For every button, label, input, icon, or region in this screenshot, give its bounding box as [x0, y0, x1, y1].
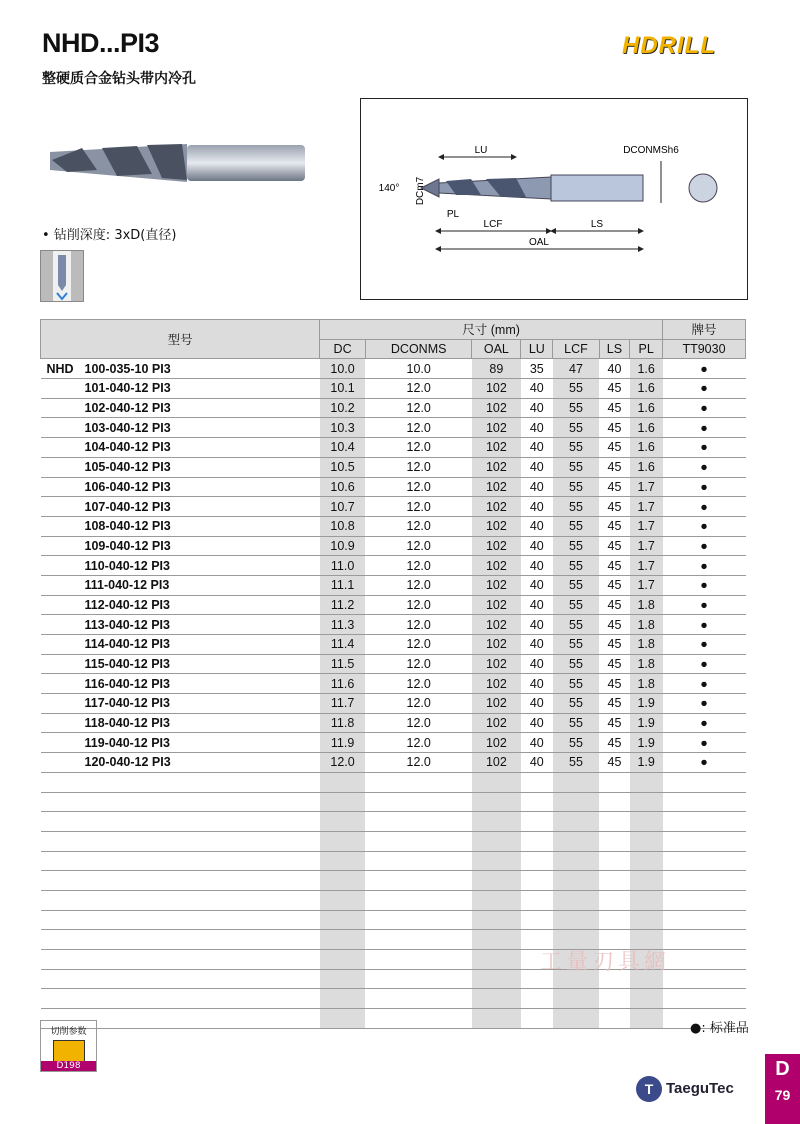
grade-availability: ●	[663, 575, 746, 595]
header-model: 型号	[41, 320, 320, 359]
cell-lcf: 55	[553, 418, 599, 438]
cell-dc: 11.2	[320, 595, 366, 615]
cell-ls: 45	[599, 733, 630, 753]
cell-ls: 45	[599, 398, 630, 418]
grade-availability: ●	[663, 477, 746, 497]
cell-lu: 40	[521, 694, 553, 714]
empty-row	[41, 831, 746, 851]
table-row	[41, 556, 746, 576]
cell-lu: 40	[521, 418, 553, 438]
cell-lcf: 55	[553, 635, 599, 655]
model-prefix	[41, 713, 85, 733]
cell-dconms: 12.0	[365, 379, 471, 399]
empty-row	[41, 890, 746, 910]
cell-oal: 102	[472, 615, 521, 635]
cell-dc: 11.5	[320, 654, 366, 674]
cell-lu: 40	[521, 615, 553, 635]
cutting-params-ref: D198	[41, 1061, 96, 1071]
cell-dconms: 10.0	[365, 359, 471, 379]
cell-dconms: 12.0	[365, 694, 471, 714]
model-code: 120-040-12 PI3	[85, 753, 320, 773]
model-code: 119-040-12 PI3	[85, 733, 320, 753]
cell-dc: 11.8	[320, 713, 366, 733]
table-row	[41, 575, 746, 595]
empty-row	[41, 851, 746, 871]
table-row	[41, 477, 746, 497]
empty-row	[41, 792, 746, 812]
model-code: 111-040-12 PI3	[85, 575, 320, 595]
header-grade: 牌号	[663, 320, 746, 340]
empty-row	[41, 910, 746, 930]
cell-dc: 10.1	[320, 379, 366, 399]
cell-ls: 45	[599, 477, 630, 497]
drill-depth-note: • 钻削深度: 3xD(直径)	[42, 228, 177, 243]
cell-dconms: 12.0	[365, 457, 471, 477]
cell-pl: 1.7	[630, 497, 663, 517]
cell-dconms: 12.0	[365, 516, 471, 536]
table-row	[41, 359, 746, 379]
grade-availability: ●	[663, 438, 746, 458]
cell-ls: 45	[599, 753, 630, 773]
grade-availability: ●	[663, 713, 746, 733]
grade-availability: ●	[663, 457, 746, 477]
cell-dc: 10.0	[320, 359, 366, 379]
header-grade-name: TT9030	[663, 339, 746, 359]
empty-row	[41, 812, 746, 832]
cell-lu: 40	[521, 477, 553, 497]
model-code: 109-040-12 PI3	[85, 536, 320, 556]
cell-pl: 1.9	[630, 733, 663, 753]
cell-pl: 1.8	[630, 615, 663, 635]
cell-pl: 1.8	[630, 674, 663, 694]
cell-ls: 45	[599, 418, 630, 438]
model-code: 113-040-12 PI3	[85, 615, 320, 635]
cell-ls: 45	[599, 713, 630, 733]
model-code: 108-040-12 PI3	[85, 516, 320, 536]
cell-oal: 102	[472, 694, 521, 714]
cell-oal: 102	[472, 379, 521, 399]
cell-dc: 10.6	[320, 477, 366, 497]
table-row	[41, 753, 746, 773]
table-row	[41, 457, 746, 477]
cell-oal: 102	[472, 418, 521, 438]
cell-pl: 1.6	[630, 398, 663, 418]
model-prefix	[41, 753, 85, 773]
cell-pl: 1.7	[630, 575, 663, 595]
grade-availability: ●	[663, 635, 746, 655]
model-prefix	[41, 575, 85, 595]
header-oal: OAL	[472, 339, 521, 359]
cell-dc: 12.0	[320, 753, 366, 773]
cell-oal: 102	[472, 477, 521, 497]
grade-availability: ●	[663, 359, 746, 379]
cell-pl: 1.9	[630, 694, 663, 714]
page-number: 79	[774, 1087, 791, 1103]
diagram-label-dconms: DCONMSh6	[623, 145, 679, 156]
table-row	[41, 379, 746, 399]
cell-ls: 45	[599, 635, 630, 655]
diagram-label-ls: LS	[590, 219, 604, 230]
model-prefix	[41, 595, 85, 615]
diagram-label-oal: OAL	[528, 237, 550, 248]
brand-logo	[636, 1076, 734, 1102]
cell-lcf: 55	[553, 379, 599, 399]
table-row	[41, 615, 746, 635]
cell-lu: 40	[521, 595, 553, 615]
model-prefix	[41, 694, 85, 714]
taegutec-logo-icon: T	[636, 1076, 662, 1102]
cell-oal: 102	[472, 556, 521, 576]
diagram-label-angle: 140°	[378, 183, 400, 194]
cell-pl: 1.8	[630, 595, 663, 615]
model-code: 116-040-12 PI3	[85, 674, 320, 694]
header-dc: DC	[320, 339, 366, 359]
cell-lu: 35	[521, 359, 553, 379]
cell-dc: 11.4	[320, 635, 366, 655]
cell-lcf: 55	[553, 674, 599, 694]
model-code: 105-040-12 PI3	[85, 457, 320, 477]
cutting-params-link[interactable]	[40, 1020, 97, 1072]
grade-availability: ●	[663, 694, 746, 714]
cell-oal: 102	[472, 516, 521, 536]
cell-ls: 45	[599, 516, 630, 536]
table-row	[41, 536, 746, 556]
page-subtitle: 整硬质合金钻头带内冷孔	[42, 71, 196, 87]
cell-dconms: 12.0	[365, 595, 471, 615]
cell-ls: 45	[599, 595, 630, 615]
cell-pl: 1.6	[630, 457, 663, 477]
model-code: 117-040-12 PI3	[85, 694, 320, 714]
section-letter: D	[775, 1058, 790, 1080]
cell-pl: 1.8	[630, 635, 663, 655]
cell-ls: 45	[599, 536, 630, 556]
cell-lu: 40	[521, 635, 553, 655]
diagram-label-pl: PL	[446, 209, 460, 220]
cell-lu: 40	[521, 713, 553, 733]
grade-availability: ●	[663, 674, 746, 694]
cell-dc: 11.3	[320, 615, 366, 635]
cell-lcf: 55	[553, 536, 599, 556]
cell-dconms: 12.0	[365, 733, 471, 753]
cell-dc: 11.7	[320, 694, 366, 714]
cell-dconms: 12.0	[365, 438, 471, 458]
cell-lu: 40	[521, 654, 553, 674]
table-row	[41, 595, 746, 615]
grade-availability: ●	[663, 497, 746, 517]
header-dimensions: 尺寸 (mm)	[320, 320, 663, 340]
model-prefix	[41, 418, 85, 438]
cell-oal: 102	[472, 438, 521, 458]
cell-dconms: 12.0	[365, 753, 471, 773]
cell-lcf: 47	[553, 359, 599, 379]
cell-dconms: 12.0	[365, 635, 471, 655]
model-code: 118-040-12 PI3	[85, 713, 320, 733]
model-code: 103-040-12 PI3	[85, 418, 320, 438]
model-prefix	[41, 556, 85, 576]
drill-photo	[42, 130, 312, 190]
model-code: 102-040-12 PI3	[85, 398, 320, 418]
model-code: 115-040-12 PI3	[85, 654, 320, 674]
cell-oal: 102	[472, 713, 521, 733]
model-prefix	[41, 654, 85, 674]
model-code: 107-040-12 PI3	[85, 497, 320, 517]
cell-dconms: 12.0	[365, 654, 471, 674]
cell-oal: 102	[472, 595, 521, 615]
table-row	[41, 438, 746, 458]
grade-availability: ●	[663, 516, 746, 536]
cell-lcf: 55	[553, 733, 599, 753]
cell-oal: 102	[472, 674, 521, 694]
model-prefix	[41, 733, 85, 753]
cell-dc: 10.9	[320, 536, 366, 556]
cell-lcf: 55	[553, 615, 599, 635]
model-prefix	[41, 615, 85, 635]
empty-row	[41, 871, 746, 891]
model-code: 106-040-12 PI3	[85, 477, 320, 497]
cell-dconms: 12.0	[365, 674, 471, 694]
header-pl: PL	[630, 339, 663, 359]
cell-lcf: 55	[553, 438, 599, 458]
cell-lu: 40	[521, 536, 553, 556]
cell-pl: 1.6	[630, 438, 663, 458]
cell-ls: 40	[599, 359, 630, 379]
cell-lu: 40	[521, 497, 553, 517]
section-tab	[765, 1054, 800, 1124]
spec-table	[40, 319, 746, 1029]
cell-pl: 1.9	[630, 713, 663, 733]
cell-oal: 102	[472, 575, 521, 595]
cell-oal: 102	[472, 733, 521, 753]
grade-availability: ●	[663, 556, 746, 576]
cell-pl: 1.7	[630, 536, 663, 556]
empty-row	[41, 772, 746, 792]
model-prefix	[41, 497, 85, 517]
diagram-label-lu: LU	[474, 145, 488, 156]
cutting-params-label: 切削参数	[50, 1027, 87, 1037]
grade-availability: ●	[663, 418, 746, 438]
cell-ls: 45	[599, 575, 630, 595]
grade-availability: ●	[663, 398, 746, 418]
grade-availability: ●	[663, 733, 746, 753]
cell-lu: 40	[521, 733, 553, 753]
cell-dconms: 12.0	[365, 497, 471, 517]
cell-dc: 10.5	[320, 457, 366, 477]
watermark: 工量刃具網	[540, 950, 671, 975]
model-code: 101-040-12 PI3	[85, 379, 320, 399]
model-prefix	[41, 477, 85, 497]
cell-ls: 45	[599, 654, 630, 674]
cell-dconms: 12.0	[365, 615, 471, 635]
model-code: 112-040-12 PI3	[85, 595, 320, 615]
diagram-label-lcf: LCF	[483, 219, 503, 230]
cell-pl: 1.8	[630, 654, 663, 674]
model-prefix	[41, 438, 85, 458]
cell-dconms: 12.0	[365, 556, 471, 576]
cell-ls: 45	[599, 556, 630, 576]
cell-pl: 1.7	[630, 477, 663, 497]
cell-lu: 40	[521, 556, 553, 576]
cell-lcf: 55	[553, 556, 599, 576]
table-row	[41, 674, 746, 694]
empty-row	[41, 989, 746, 1009]
cell-dconms: 12.0	[365, 398, 471, 418]
table-row	[41, 713, 746, 733]
cell-ls: 45	[599, 694, 630, 714]
hdrill-logo: HDRILL	[622, 32, 716, 59]
model-prefix	[41, 379, 85, 399]
cell-lcf: 55	[553, 497, 599, 517]
model-prefix	[41, 635, 85, 655]
cell-oal: 102	[472, 457, 521, 477]
drill-dimension-diagram	[360, 98, 748, 300]
model-prefix	[41, 516, 85, 536]
cell-dc: 11.0	[320, 556, 366, 576]
cell-lcf: 55	[553, 713, 599, 733]
cell-lcf: 55	[553, 575, 599, 595]
cell-dc: 11.1	[320, 575, 366, 595]
cell-lcf: 55	[553, 398, 599, 418]
table-row	[41, 694, 746, 714]
table-row	[41, 654, 746, 674]
header-dconms: DCONMS	[365, 339, 471, 359]
header-lu: LU	[521, 339, 553, 359]
cell-lcf: 55	[553, 477, 599, 497]
model-prefix: NHD	[41, 359, 85, 379]
cell-dc: 11.6	[320, 674, 366, 694]
cell-lcf: 55	[553, 694, 599, 714]
cell-lu: 40	[521, 575, 553, 595]
model-prefix	[41, 398, 85, 418]
cell-dconms: 12.0	[365, 713, 471, 733]
grade-availability: ●	[663, 536, 746, 556]
header-ls: LS	[599, 339, 630, 359]
cell-lu: 40	[521, 753, 553, 773]
cell-lcf: 55	[553, 753, 599, 773]
cell-pl: 1.6	[630, 379, 663, 399]
model-code: 100-035-10 PI3	[85, 359, 320, 379]
cell-dc: 10.4	[320, 438, 366, 458]
cell-oal: 102	[472, 536, 521, 556]
header-lcf: LCF	[553, 339, 599, 359]
cell-oal: 102	[472, 753, 521, 773]
table-row	[41, 635, 746, 655]
grade-availability: ●	[663, 595, 746, 615]
cell-dc: 10.7	[320, 497, 366, 517]
cell-pl: 1.6	[630, 359, 663, 379]
model-code: 114-040-12 PI3	[85, 635, 320, 655]
table-row	[41, 398, 746, 418]
cell-dconms: 12.0	[365, 418, 471, 438]
grade-availability: ●	[663, 379, 746, 399]
cell-dc: 10.2	[320, 398, 366, 418]
empty-row	[41, 1009, 746, 1029]
model-code: 104-040-12 PI3	[85, 438, 320, 458]
cell-lcf: 55	[553, 516, 599, 536]
cell-ls: 45	[599, 457, 630, 477]
cell-oal: 102	[472, 635, 521, 655]
standard-note: ●: 标准品	[690, 1021, 749, 1036]
cell-dconms: 12.0	[365, 536, 471, 556]
brand-name: TaeguTec	[666, 1079, 734, 1097]
cell-lu: 40	[521, 457, 553, 477]
cell-oal: 102	[472, 654, 521, 674]
cell-lcf: 55	[553, 654, 599, 674]
cell-pl: 1.9	[630, 753, 663, 773]
cell-pl: 1.6	[630, 418, 663, 438]
grade-availability: ●	[663, 654, 746, 674]
cell-ls: 45	[599, 615, 630, 635]
grade-availability: ●	[663, 615, 746, 635]
cell-lcf: 55	[553, 595, 599, 615]
cell-dconms: 12.0	[365, 477, 471, 497]
cell-oal: 102	[472, 398, 521, 418]
table-row	[41, 418, 746, 438]
grade-availability: ●	[663, 753, 746, 773]
cell-dc: 10.3	[320, 418, 366, 438]
cell-lcf: 55	[553, 457, 599, 477]
cell-ls: 45	[599, 379, 630, 399]
cell-pl: 1.7	[630, 516, 663, 536]
cell-dc: 10.8	[320, 516, 366, 536]
model-prefix	[41, 457, 85, 477]
cell-ls: 45	[599, 438, 630, 458]
cell-lu: 40	[521, 379, 553, 399]
cell-lu: 40	[521, 438, 553, 458]
model-prefix	[41, 674, 85, 694]
table-row	[41, 733, 746, 753]
page-title: NHD...PI3	[42, 28, 160, 58]
cell-lu: 40	[521, 674, 553, 694]
model-prefix	[41, 536, 85, 556]
cell-oal: 89	[472, 359, 521, 379]
cell-ls: 45	[599, 497, 630, 517]
diagram-label-dc: DCm7	[415, 176, 426, 206]
cell-ls: 45	[599, 674, 630, 694]
model-code: 110-040-12 PI3	[85, 556, 320, 576]
cell-lu: 40	[521, 516, 553, 536]
cell-lu: 40	[521, 398, 553, 418]
cell-dc: 11.9	[320, 733, 366, 753]
cell-pl: 1.7	[630, 556, 663, 576]
cell-dconms: 12.0	[365, 575, 471, 595]
depth-icon	[40, 250, 84, 302]
cell-oal: 102	[472, 497, 521, 517]
table-row	[41, 516, 746, 536]
table-row	[41, 497, 746, 517]
